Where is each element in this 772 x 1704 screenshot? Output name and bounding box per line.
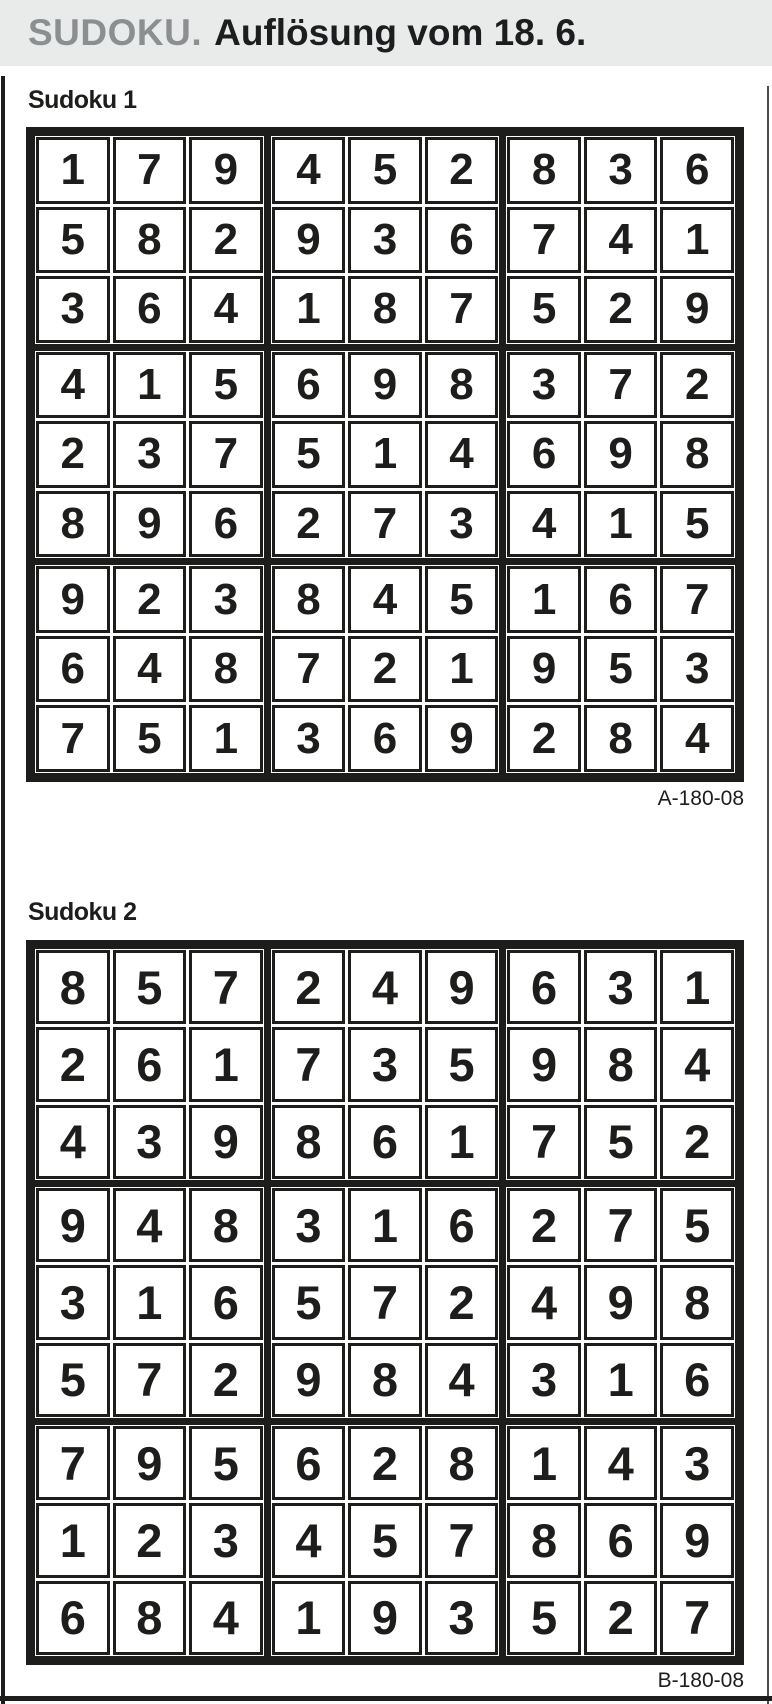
sudoku-cell: 7: [189, 950, 263, 1024]
sudoku-cell: 3: [507, 352, 581, 419]
sudoku-cell: 7: [507, 1105, 581, 1179]
sudoku-cell: 9: [660, 276, 734, 343]
sudoku-cell: 3: [189, 566, 263, 633]
sudoku-cell: 7: [348, 1265, 422, 1339]
sudoku-cell: 5: [425, 1027, 499, 1101]
sudoku-cell: 8: [507, 1503, 581, 1577]
sudoku-cell: 4: [507, 1265, 581, 1339]
sudoku-cell: 3: [507, 1343, 581, 1417]
sudoku-cell: 7: [113, 137, 187, 204]
sudoku-cell: 5: [507, 1581, 581, 1655]
sudoku-cell: 7: [425, 1503, 499, 1577]
sudoku-cell: 4: [272, 1503, 346, 1577]
sudoku-cell: 6: [425, 207, 499, 274]
sudoku-cell: 6: [189, 491, 263, 558]
sudoku-cell: 6: [348, 705, 422, 772]
sudoku-cell: 6: [272, 352, 346, 419]
sudoku-cell: 8: [36, 491, 110, 558]
sudoku-cell: 2: [113, 1503, 187, 1577]
sudoku-cell: 7: [425, 276, 499, 343]
sudoku-cell: 9: [425, 950, 499, 1024]
sudoku-block: [271, 565, 500, 773]
sudoku-cell: 7: [272, 1027, 346, 1101]
sudoku-cell: 5: [348, 137, 422, 204]
sudoku-cell: 7: [36, 705, 110, 772]
sudoku-cell: 3: [660, 636, 734, 703]
sudoku-cell: 1: [584, 1343, 658, 1417]
sudoku-cell: 4: [425, 421, 499, 488]
sudoku-cell: 8: [660, 1265, 734, 1339]
sudoku-cell: 4: [348, 950, 422, 1024]
sudoku-cell: 9: [584, 421, 658, 488]
sudoku-cell: 9: [189, 1105, 263, 1179]
sudoku-block: [35, 351, 264, 559]
sudoku-cell: 1: [425, 636, 499, 703]
sudoku-grid-2: [26, 940, 744, 1665]
sudoku-cell: 9: [189, 137, 263, 204]
sudoku-cell: 4: [507, 491, 581, 558]
sudoku-cell: 6: [189, 1265, 263, 1339]
sudoku-cell: 6: [584, 1503, 658, 1577]
sudoku-cell: 4: [584, 1426, 658, 1500]
sudoku-cell: 1: [660, 207, 734, 274]
sudoku-cell: 4: [189, 1581, 263, 1655]
sudoku-cell: 2: [348, 636, 422, 703]
sudoku-cell: 4: [36, 1105, 110, 1179]
sudoku-cell: 5: [425, 566, 499, 633]
page-title: Auflösung vom 18. 6.: [214, 12, 587, 53]
sudoku-cell: 3: [272, 705, 346, 772]
sudoku-cell: 6: [660, 137, 734, 204]
sudoku-block: [506, 949, 735, 1180]
sudoku-cell: 2: [584, 1581, 658, 1655]
sudoku-cell: 8: [348, 276, 422, 343]
sudoku-cell: 5: [272, 421, 346, 488]
sudoku-cell: 4: [189, 276, 263, 343]
sudoku-cell: 9: [272, 1343, 346, 1417]
sudoku-cell: 6: [36, 1581, 110, 1655]
sudoku-cell: 8: [272, 566, 346, 633]
sudoku-grid-1: [26, 127, 744, 782]
sudoku-cell: 4: [272, 137, 346, 204]
sudoku-block: [271, 1187, 500, 1418]
sudoku-cell: 5: [113, 950, 187, 1024]
sudoku-cell: 2: [113, 566, 187, 633]
sudoku-cell: 7: [272, 636, 346, 703]
sudoku-cell: 1: [507, 1426, 581, 1500]
sudoku-cell: 1: [189, 1027, 263, 1101]
sudoku-cell: 7: [660, 566, 734, 633]
sudoku-block: [35, 949, 264, 1180]
sudoku-cell: 2: [507, 705, 581, 772]
sudoku-cell: 8: [584, 705, 658, 772]
sudoku-block: [506, 136, 735, 344]
sudoku-cell: 4: [660, 1027, 734, 1101]
sudoku-cell: 2: [36, 421, 110, 488]
sudoku-cell: 2: [272, 950, 346, 1024]
sudoku-block: [271, 136, 500, 344]
sudoku-cell: 3: [189, 1503, 263, 1577]
sudoku-cell: 2: [272, 491, 346, 558]
sudoku-cell: 3: [36, 1265, 110, 1339]
sudoku-cell: 1: [348, 1188, 422, 1262]
sudoku-cell: 2: [584, 276, 658, 343]
sudoku-cell: 9: [36, 566, 110, 633]
sudoku-cell: 3: [36, 276, 110, 343]
sudoku-cell: 6: [348, 1105, 422, 1179]
sudoku-cell: 1: [507, 566, 581, 633]
sudoku-cell: 3: [584, 950, 658, 1024]
column-rule-left: [1, 76, 5, 1704]
sudoku-cell: 3: [113, 421, 187, 488]
sudoku-block: [271, 351, 500, 559]
sudoku-cell: 5: [272, 1265, 346, 1339]
sudoku-cell: 6: [272, 1426, 346, 1500]
brand-label: SUDOKU.: [28, 12, 203, 53]
sudoku-cell: 8: [584, 1027, 658, 1101]
sudoku-cell: 3: [348, 1027, 422, 1101]
sudoku-cell: 5: [584, 1105, 658, 1179]
sudoku-cell: 4: [348, 566, 422, 633]
sudoku-cell: 8: [425, 1426, 499, 1500]
sudoku-cell: 5: [660, 1188, 734, 1262]
sudoku-cell: 9: [507, 1027, 581, 1101]
sudoku-block: [506, 1425, 735, 1656]
sudoku-cell: 5: [36, 1343, 110, 1417]
sudoku-block: [35, 1425, 264, 1656]
sudoku-cell: 1: [113, 1265, 187, 1339]
sudoku-cell: 9: [272, 207, 346, 274]
sudoku-cell: 2: [36, 1027, 110, 1101]
sudoku-cell: 2: [348, 1426, 422, 1500]
sudoku-cell: 4: [113, 1188, 187, 1262]
sudoku-cell: 6: [507, 421, 581, 488]
sudoku-cell: 4: [113, 636, 187, 703]
sudoku-cell: 1: [348, 421, 422, 488]
sudoku-cell: 7: [348, 491, 422, 558]
sudoku-cell: 3: [113, 1105, 187, 1179]
sudoku-cell: 2: [189, 207, 263, 274]
sudoku-cell: 9: [507, 636, 581, 703]
sudoku-block: [271, 949, 500, 1180]
sudoku-cell: 3: [660, 1426, 734, 1500]
puzzle-1-code: A-180-08: [657, 787, 744, 810]
sudoku-cell: 6: [584, 566, 658, 633]
sudoku-block: [35, 565, 264, 773]
sudoku-cell: 7: [189, 421, 263, 488]
sudoku-block: [506, 351, 735, 559]
sudoku-cell: 6: [113, 276, 187, 343]
sudoku-cell: 2: [425, 137, 499, 204]
sudoku-cell: 9: [584, 1265, 658, 1339]
sudoku-cell: 5: [507, 276, 581, 343]
sudoku-cell: 7: [36, 1426, 110, 1500]
sudoku-block: [35, 1187, 264, 1418]
puzzle-2-label: Sudoku 2: [28, 898, 137, 926]
sudoku-cell: 2: [189, 1343, 263, 1417]
sudoku-cell: 8: [113, 207, 187, 274]
sudoku-cell: 9: [425, 705, 499, 772]
sudoku-cell: 6: [113, 1027, 187, 1101]
sudoku-cell: 9: [348, 352, 422, 419]
sudoku-cell: 6: [507, 950, 581, 1024]
sudoku-cell: 7: [660, 1581, 734, 1655]
sudoku-cell: 5: [189, 352, 263, 419]
sudoku-cell: 8: [348, 1343, 422, 1417]
sudoku-cell: 8: [425, 352, 499, 419]
sudoku-cell: 3: [425, 1581, 499, 1655]
column-rule-right: [767, 86, 769, 1704]
sudoku-cell: 2: [425, 1265, 499, 1339]
sudoku-cell: 9: [113, 491, 187, 558]
sudoku-cell: 9: [348, 1581, 422, 1655]
sudoku-cell: 1: [113, 352, 187, 419]
sudoku-cell: 5: [584, 636, 658, 703]
sudoku-cell: 6: [36, 636, 110, 703]
sudoku-cell: 1: [660, 950, 734, 1024]
sudoku-cell: 7: [584, 352, 658, 419]
sudoku-cell: 1: [584, 491, 658, 558]
sudoku-cell: 9: [660, 1503, 734, 1577]
sudoku-cell: 7: [507, 207, 581, 274]
sudoku-cell: 7: [584, 1188, 658, 1262]
sudoku-cell: 1: [272, 276, 346, 343]
sudoku-cell: 8: [189, 1188, 263, 1262]
sudoku-cell: 8: [272, 1105, 346, 1179]
sudoku-cell: 7: [113, 1343, 187, 1417]
sudoku-cell: 5: [189, 1426, 263, 1500]
sudoku-cell: 1: [425, 1105, 499, 1179]
sudoku-cell: 3: [272, 1188, 346, 1262]
sudoku-cell: 4: [584, 207, 658, 274]
sudoku-block: [506, 1187, 735, 1418]
sudoku-cell: 1: [36, 137, 110, 204]
sudoku-cell: 5: [348, 1503, 422, 1577]
sudoku-cell: 3: [348, 207, 422, 274]
sudoku-cell: 9: [36, 1188, 110, 1262]
sudoku-cell: 8: [507, 137, 581, 204]
sudoku-cell: 1: [272, 1581, 346, 1655]
sudoku-cell: 2: [660, 1105, 734, 1179]
sudoku-cell: 9: [113, 1426, 187, 1500]
bottom-rule: [0, 1696, 772, 1701]
sudoku-cell: 8: [113, 1581, 187, 1655]
sudoku-cell: 5: [113, 705, 187, 772]
sudoku-cell: 2: [507, 1188, 581, 1262]
sudoku-cell: 4: [425, 1343, 499, 1417]
sudoku-cell: 1: [36, 1503, 110, 1577]
sudoku-cell: 8: [660, 421, 734, 488]
sudoku-block: [35, 136, 264, 344]
sudoku-cell: 8: [189, 636, 263, 703]
sudoku-cell: 3: [584, 137, 658, 204]
sudoku-block: [271, 1425, 500, 1656]
sudoku-cell: 1: [189, 705, 263, 772]
sudoku-cell: 2: [660, 352, 734, 419]
sudoku-cell: 6: [660, 1343, 734, 1417]
sudoku-cell: 3: [425, 491, 499, 558]
sudoku-cell: 8: [36, 950, 110, 1024]
header-bar: [0, 0, 772, 66]
puzzle-2-code: B-180-08: [657, 1669, 744, 1692]
sudoku-cell: 5: [660, 491, 734, 558]
sudoku-block: [506, 565, 735, 773]
sudoku-cell: 4: [660, 705, 734, 772]
sudoku-cell: 5: [36, 207, 110, 274]
puzzle-1-label: Sudoku 1: [28, 86, 137, 114]
sudoku-cell: 6: [425, 1188, 499, 1262]
sudoku-cell: 4: [36, 352, 110, 419]
